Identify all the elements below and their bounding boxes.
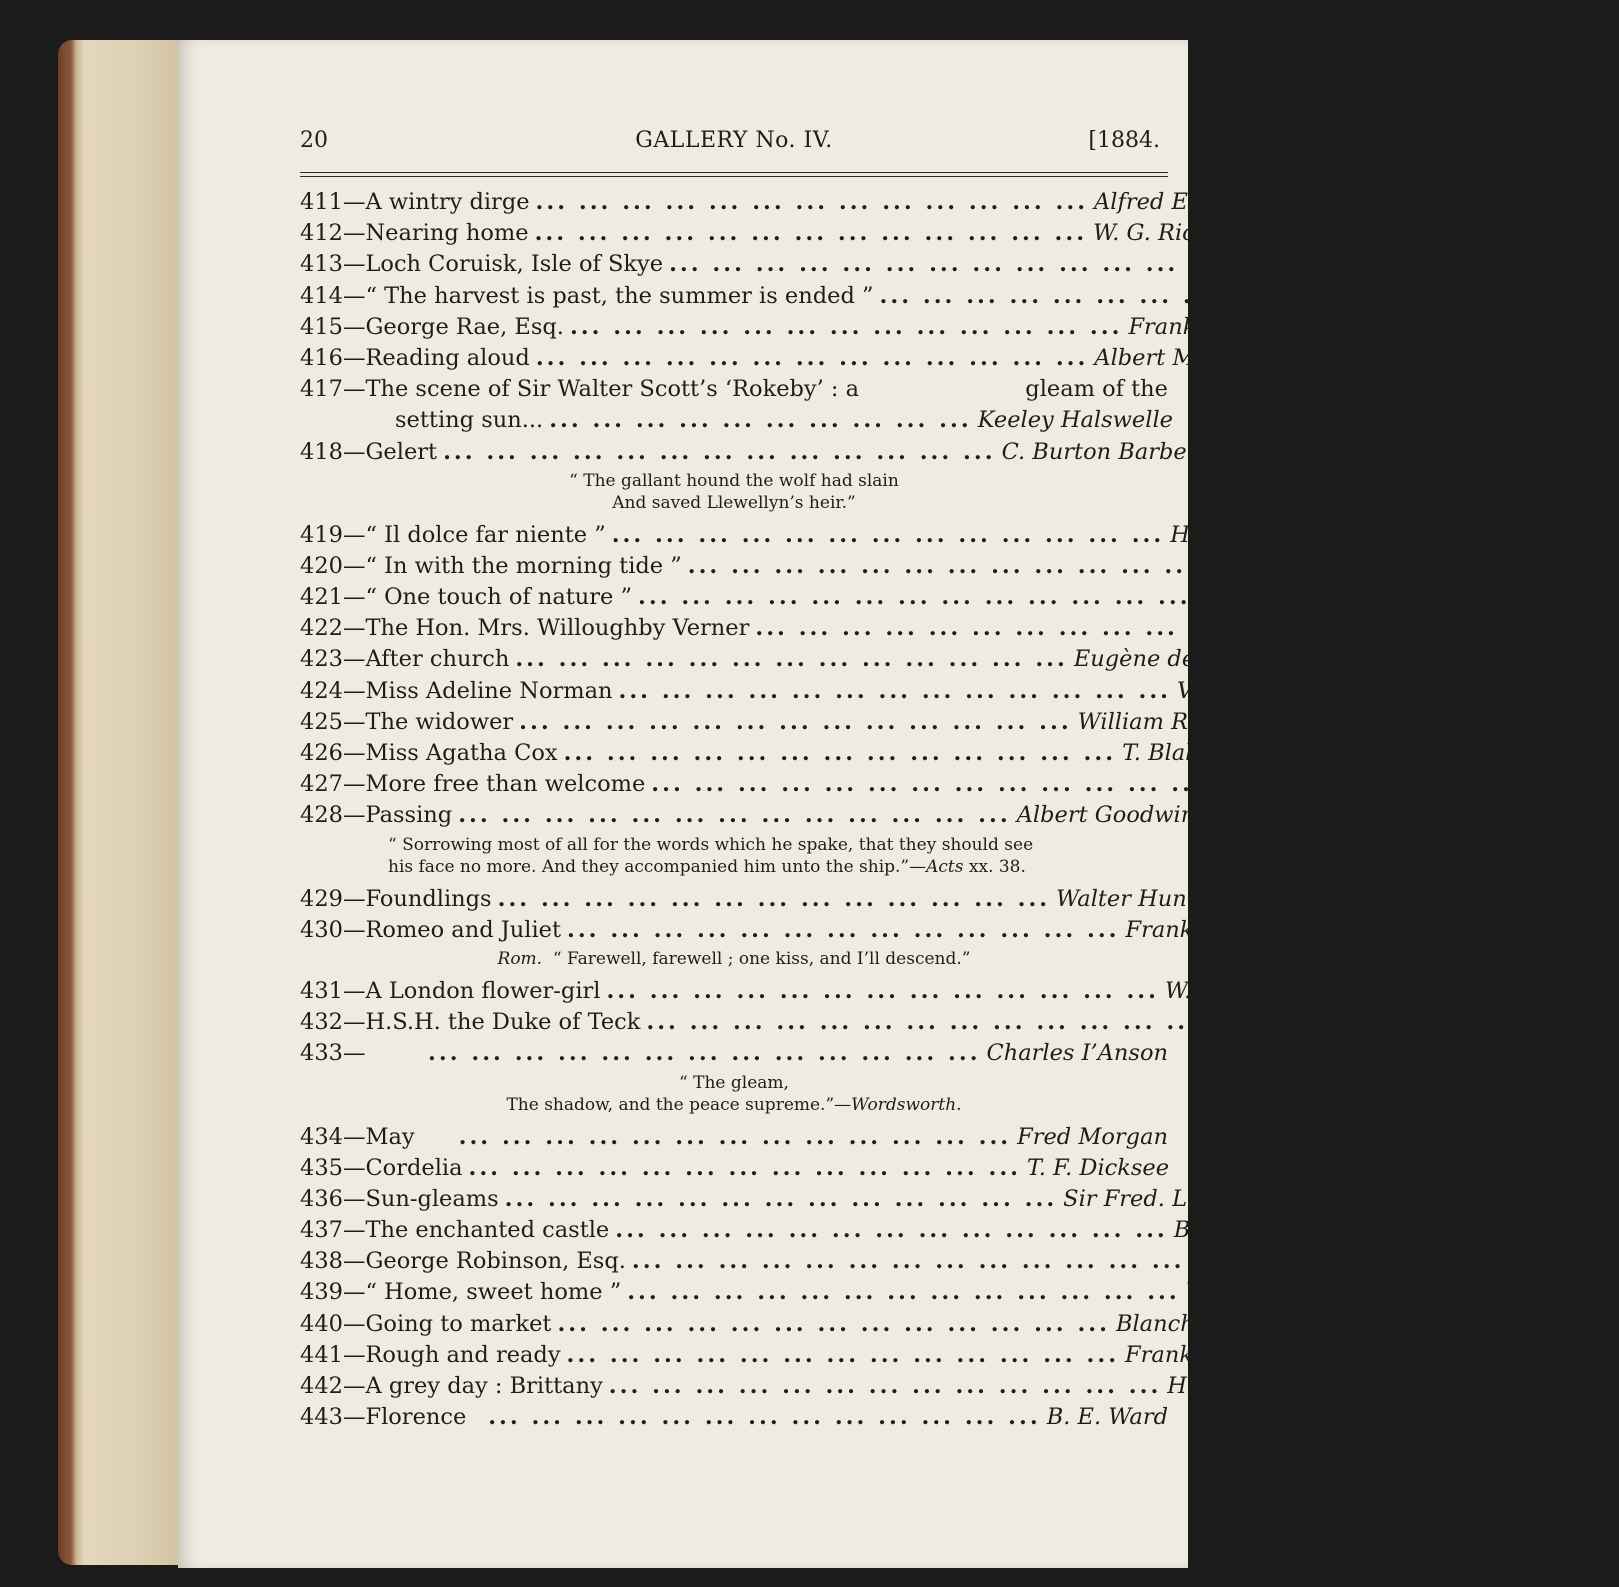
entry-dash: — bbox=[342, 1040, 366, 1067]
entry-number: 422 bbox=[300, 615, 343, 642]
leader-dots: ... ... ... ... ... ... ... ... ... ... bbox=[549, 407, 972, 434]
header-rule-bottom bbox=[300, 176, 1168, 177]
catalogue-entry-425 bbox=[300, 707, 1250, 738]
leader-dots: ... ... ... ... ... ... ... ... ... ... ... ... ... bbox=[535, 189, 1089, 215]
entry-dash: — bbox=[342, 344, 366, 371]
entry-dash: — bbox=[342, 1248, 366, 1275]
entry-number: 440 bbox=[300, 1310, 343, 1337]
entry-dash: — bbox=[342, 1373, 366, 1399]
entries-group-c bbox=[300, 884, 1328, 946]
catalogue-entry-443 bbox=[300, 1402, 1168, 1433]
entry-artist: Frank Dicksee, bbox=[1125, 916, 1298, 943]
entry-artist: Sidney R. Percy bbox=[1227, 251, 1408, 278]
quote-line: “ The gallant hound the wolf had slain bbox=[569, 470, 899, 491]
catalogue-entry-429 bbox=[300, 884, 1196, 915]
entries-group-b bbox=[300, 520, 1435, 832]
entry-dash: — bbox=[342, 251, 366, 278]
quote-428 bbox=[300, 834, 1168, 878]
entry-title: “ Il dolce far niente ” bbox=[365, 521, 606, 548]
entry-artist-suffix: A. bbox=[1297, 916, 1328, 943]
quote-text: “ Farewell, farewell ; one kiss, and I’ll descend.” bbox=[542, 948, 971, 969]
entry-artist: Alfred East bbox=[1094, 189, 1222, 215]
leader-dots: ... ... ... ... ... ... ... ... ... ... ... ... ... bbox=[468, 1154, 1021, 1181]
entry-title: The widower bbox=[365, 708, 514, 735]
entry-417-line2 bbox=[300, 405, 1173, 436]
catalogue-entry-411 bbox=[300, 187, 1222, 218]
entry-number: 431 bbox=[300, 977, 343, 1004]
entry-artist: Blanche Jenkins bbox=[1115, 1310, 1299, 1337]
quote-line: “ The gleam, bbox=[679, 1072, 789, 1093]
leader-dots: ... ... ... ... ... ... ... ... ... ... ... ... ... bbox=[557, 1310, 1110, 1337]
entry-dash: — bbox=[342, 438, 366, 465]
entry-417-line1: 417—The scene of Sir Walter Scott’s ‘Rokeby’ : a gleam of the bbox=[300, 374, 1168, 405]
entry-artist: Fred Morgan bbox=[1017, 1123, 1168, 1150]
quote-line: The shadow, and the peace supreme.”— bbox=[506, 1094, 852, 1115]
catalogue-entry-422 bbox=[300, 613, 1435, 644]
entry-title-part2: gleam of the bbox=[1025, 376, 1168, 403]
leader-dots: ... ... ... ... ... ... ... ... ... ... ... ... ... bbox=[567, 916, 1120, 943]
entry-dash: — bbox=[342, 1404, 366, 1431]
catalogue-entry-438 bbox=[300, 1246, 1396, 1277]
page-year: [1884. bbox=[1088, 128, 1160, 153]
entry-number: 414 bbox=[300, 282, 343, 309]
leader-dots: ... ... ... ... ... ... ... ... ... ... ... ... ... bbox=[669, 251, 1222, 278]
entry-title: A wintry dirge bbox=[365, 189, 530, 215]
catalogue-entry-434 bbox=[300, 1122, 1168, 1153]
page-header bbox=[300, 128, 1168, 168]
leader-dots: ... ... ... ... ... ... ... ... ... ... ... ... ... bbox=[458, 1123, 1012, 1150]
entry-title: Cordelia bbox=[365, 1154, 463, 1181]
header-rule-top bbox=[300, 172, 1168, 173]
entry-dash: — bbox=[342, 977, 366, 1004]
entry-number: 441 bbox=[300, 1341, 343, 1368]
entry-artist: Albert Moore bbox=[1094, 344, 1247, 371]
catalogue-entry-424 bbox=[300, 676, 1375, 707]
leader-dots: ... ... ... ... ... ... ... ... ... ... ... ... ... bbox=[879, 282, 1433, 309]
entry-dash: — bbox=[342, 802, 366, 829]
entry-title: “ One touch of nature ” bbox=[365, 584, 633, 611]
entry-title: George Rae, Esq. bbox=[365, 313, 564, 340]
entry-title: George Robinson, Esq. bbox=[365, 1248, 626, 1275]
entry-dash: — bbox=[342, 646, 366, 673]
entry-number: 421 bbox=[300, 584, 343, 611]
quote-source: Acts bbox=[926, 856, 964, 877]
catalogue-entry-412 bbox=[300, 218, 1210, 249]
entry-number: 420 bbox=[300, 552, 343, 579]
entry-title: Nearing home bbox=[365, 220, 529, 247]
catalogue-entry-419 bbox=[300, 520, 1363, 551]
entry-title: Gelert bbox=[365, 438, 438, 465]
entry-artist: Briton Riviere, bbox=[1173, 1217, 1342, 1244]
entry-number: 430 bbox=[300, 916, 343, 943]
leader-dots: ... ... ... ... ... ... ... ... ... ... ... ... ... bbox=[631, 1248, 1185, 1275]
entry-title: Going to market bbox=[365, 1310, 552, 1337]
leader-dots: ... ... ... ... ... ... ... ... ... ... ... ... ... bbox=[646, 1009, 1199, 1036]
entry-dash: — bbox=[342, 1123, 366, 1150]
catalogue-entry-431 bbox=[300, 976, 1343, 1007]
catalogue-page bbox=[178, 40, 1619, 1568]
entry-dash: — bbox=[342, 1310, 366, 1337]
entry-artist-suffix: P.R.A. bbox=[1280, 1185, 1354, 1212]
quote-speaker: Rom. bbox=[497, 948, 543, 969]
entry-number: 438 bbox=[300, 1248, 343, 1275]
leader-dots: ... ... ... ... ... ... ... ... ... ... ... ... ... bbox=[534, 220, 1088, 247]
entry-dash: — bbox=[342, 1279, 366, 1306]
catalogue-entry-433 bbox=[300, 1038, 1168, 1069]
entry-number: 429 bbox=[300, 885, 343, 912]
quote-line: “ Sorrowing most of all for the words which he spake, that they should see bbox=[388, 834, 1034, 855]
page-content bbox=[300, 128, 1619, 1433]
leader-dots: ... ... ... ... ... ... ... ... ... ... ... ... ... bbox=[535, 344, 1089, 371]
entry-artist: W. G. Rich bbox=[1093, 220, 1210, 247]
entry-artist: C. Burton Barber bbox=[1001, 438, 1198, 465]
entry-title: “ Home, sweet home ” bbox=[365, 1279, 622, 1306]
entry-title: “ In with the morning tide ” bbox=[365, 552, 682, 579]
leader-dots: ... ... ... ... ... ... ... ... ... ... ... ... ... bbox=[497, 885, 1051, 912]
leader-dots: ... ... ... ... ... ... ... ... ... ... ... ... ... bbox=[569, 313, 1123, 340]
entry-number: 432 bbox=[300, 1009, 343, 1036]
entry-artist: Sir Fred. Leighton, bbox=[1063, 1185, 1281, 1212]
entry-artist: W. W. Ouless, bbox=[1190, 1248, 1342, 1275]
entry-number: 433 bbox=[300, 1040, 343, 1067]
leader-dots: ... ... ... ... ... ... ... ... ... ... ... ... ... bbox=[627, 1279, 1180, 1306]
entry-dash: — bbox=[342, 189, 366, 215]
entry-artist: T. F. Dicksee bbox=[1027, 1154, 1170, 1181]
entry-title: Florence bbox=[365, 1404, 467, 1431]
entry-artist: Frank Paton bbox=[1209, 771, 1350, 798]
entry-artist: Frank Holl, bbox=[1128, 313, 1259, 340]
catalogue-entry-420 bbox=[300, 551, 1396, 582]
catalogue-entry-428 bbox=[300, 800, 1196, 831]
catalogue-entry-423 bbox=[300, 644, 1265, 675]
entry-dash: — bbox=[342, 885, 366, 912]
entry-number: 423 bbox=[300, 646, 343, 673]
entry-number: 442 bbox=[300, 1373, 343, 1399]
leader-dots: ... ... ... ... ... ... ... ... ... ... ... ... ... bbox=[519, 708, 1072, 735]
entry-dash: — bbox=[342, 220, 366, 247]
quote-433 bbox=[300, 1072, 1168, 1116]
catalogue-entry-436 bbox=[300, 1184, 1354, 1215]
page-number: 20 bbox=[300, 128, 328, 153]
leader-dots: ... ... ... ... ... ... ... ... ... ... ... ... ... bbox=[563, 740, 1117, 766]
leader-dots: ... ... ... ... ... ... ... ... ... ... ... ... ... bbox=[515, 646, 1068, 673]
entry-dash: — bbox=[342, 1154, 366, 1181]
entries-group-e bbox=[300, 1122, 1396, 1434]
page-title: GALLERY No. IV. bbox=[635, 128, 833, 153]
entry-artist: B. E. Ward bbox=[1046, 1404, 1168, 1431]
entries-418 bbox=[300, 437, 1198, 468]
entry-dash: — bbox=[342, 708, 366, 735]
entry-artist-suffix: R.A. bbox=[1258, 313, 1313, 340]
entry-title: Romeo and Juliet bbox=[365, 916, 562, 943]
entry-artist: Walter Hunt bbox=[1056, 885, 1196, 912]
entry-dash: — bbox=[342, 282, 366, 309]
leader-dots: ... ... ... ... ... ... ... ... ... ... ... ... ... bbox=[428, 1040, 981, 1067]
catalogue-entry-440 bbox=[300, 1309, 1299, 1340]
entry-artist: Henry T. Schäfer bbox=[1170, 521, 1363, 548]
leader-dots: ... ... ... ... ... ... ... ... ... ... ... ... ... bbox=[488, 1404, 1041, 1431]
entry-dash: — bbox=[342, 521, 366, 548]
entry-number: 439 bbox=[300, 1279, 343, 1306]
quote-418 bbox=[300, 470, 1168, 514]
leader-dots: ... ... ... ... ... ... ... ... ... ... ... ... ... bbox=[615, 1217, 1168, 1244]
catalogue-entry-441 bbox=[300, 1340, 1265, 1371]
entry-title: Loch Coruisk, Isle of Skye bbox=[365, 251, 664, 278]
entry-number: 411 bbox=[300, 189, 343, 215]
entry-dash: — bbox=[342, 313, 366, 340]
entry-dash: — bbox=[342, 584, 366, 611]
entry-artist: Ida Verner bbox=[1313, 615, 1435, 642]
catalogue-entry-413 bbox=[300, 249, 1408, 280]
entry-title: Miss Agatha Cox bbox=[365, 740, 558, 766]
entry-title: After church bbox=[365, 646, 510, 673]
entry-title: “ The harvest is past, the summer is ended ” bbox=[365, 282, 874, 309]
leader-dots: ... ... ... ... ... ... ... ... ... ... ... ... ... bbox=[606, 977, 1159, 1004]
leader-dots: ... ... ... ... ... ... ... ... ... ... ... ... ... bbox=[608, 1373, 1162, 1399]
catalogue-entry-414 bbox=[300, 281, 1619, 312]
leader-dots: ... ... ... ... ... ... ... ... ... ... ... ... ... bbox=[566, 1341, 1120, 1368]
entry-number: 428 bbox=[300, 802, 343, 829]
catalogue-entry-426 bbox=[300, 738, 1324, 769]
entry-artist: Eugène de Blaas bbox=[1073, 646, 1265, 673]
entry-title: Rough and ready bbox=[365, 1341, 561, 1368]
entry-title-part1: The scene of Sir Walter Scott’s ‘Rokeby’ : a bbox=[365, 376, 860, 403]
entry-title: Reading aloud bbox=[365, 344, 530, 371]
catalogue-entry-432 bbox=[300, 1007, 1419, 1038]
entry-number: 434 bbox=[300, 1123, 343, 1150]
entry-title: May bbox=[365, 1123, 415, 1150]
catalogue-entry-421 bbox=[300, 582, 1285, 613]
entry-artist: H. Bannerman bbox=[1167, 1373, 1334, 1399]
leader-dots: ... ... ... ... ... ... ... ... ... ... ... ... ... bbox=[458, 802, 1011, 829]
entry-number: 443 bbox=[300, 1404, 343, 1431]
entries-group-a bbox=[300, 187, 1619, 374]
entry-artist: Keeley Halswelle bbox=[977, 407, 1173, 434]
leader-dots: ... ... ... ... ... ... ... ... ... ... ... ... ... bbox=[618, 677, 1171, 704]
entry-number: 437 bbox=[300, 1217, 343, 1244]
entry-number: 426 bbox=[300, 740, 343, 766]
entry-artist: G. F. Wetherbee bbox=[1438, 282, 1619, 309]
entry-dash: — bbox=[342, 552, 366, 579]
leader-dots: ... ... ... ... ... ... ... ... ... ... ... ... ... bbox=[443, 438, 996, 465]
entry-number: 418 bbox=[300, 438, 343, 465]
entry-artist-suffix: R.A. bbox=[1341, 1248, 1396, 1275]
entry-artist: T. Blake Wirgman bbox=[1122, 740, 1324, 766]
entry-artist: William Rainey bbox=[1077, 708, 1250, 735]
entry-dash: — bbox=[342, 1009, 366, 1036]
entry-title: H.S.H. the Duke of Teck bbox=[365, 1009, 641, 1036]
entry-number: 419 bbox=[300, 521, 343, 548]
entry-dash: — bbox=[342, 771, 366, 798]
quote-line: his face no more. And they accompanied him unto the ship.”— bbox=[388, 856, 927, 877]
entry-number: 417 bbox=[300, 376, 343, 403]
entry-artist: Val C. Prinsep, bbox=[1176, 677, 1344, 704]
entry-number: 435 bbox=[300, 1154, 343, 1181]
entry-title-continued: setting sun... bbox=[395, 407, 544, 434]
catalogue-entry-416 bbox=[300, 343, 1247, 374]
entry-artist-suffix: R.A. bbox=[1287, 977, 1343, 1004]
entry-number: 424 bbox=[300, 677, 343, 704]
catalogue-entry-437 bbox=[300, 1215, 1396, 1246]
entry-dash: — bbox=[342, 1185, 366, 1212]
entry-number: 436 bbox=[300, 1185, 343, 1212]
entry-dash: — bbox=[342, 615, 366, 642]
entry-artist-suffix: R.A. bbox=[1341, 1217, 1396, 1244]
entry-number: 412 bbox=[300, 220, 343, 247]
entry-title: A London flower-girl bbox=[365, 977, 601, 1004]
catalogue-entry-430 bbox=[300, 915, 1328, 946]
entry-dash: — bbox=[342, 740, 366, 766]
book-edge bbox=[58, 40, 188, 1565]
entry-title: A grey day : Brittany bbox=[365, 1373, 603, 1399]
entry-number: 416 bbox=[300, 344, 343, 371]
catalogue-entry-439 bbox=[300, 1277, 1383, 1308]
entry-artist: E. Lintz bbox=[1196, 584, 1285, 611]
entry-number: 415 bbox=[300, 313, 343, 340]
quote-ref: xx. 38. bbox=[963, 856, 1026, 877]
entry-artist: Henry C. Fox bbox=[1246, 552, 1396, 579]
catalogue-entry-442 bbox=[300, 1371, 1334, 1402]
entry-number: 425 bbox=[300, 708, 343, 735]
entry-artist: Wm. E. F. Britten bbox=[1185, 1279, 1383, 1306]
catalogue-entry-435 bbox=[300, 1153, 1168, 1184]
entry-title: Miss Adeline Norman bbox=[365, 677, 613, 704]
entry-dash: — bbox=[342, 916, 366, 943]
leader-dots: ... ... ... ... ... ... ... ... ... ... ... ... ... bbox=[755, 615, 1308, 642]
entry-dash: — bbox=[342, 677, 366, 704]
entry-title: Passing bbox=[365, 802, 453, 829]
entry-title: More free than welcome bbox=[365, 771, 646, 798]
entry-artist: Charles I’Anson bbox=[986, 1040, 1168, 1067]
leader-dots: ... ... ... ... ... ... ... ... ... ... ... ... ... bbox=[611, 521, 1165, 548]
leader-dots: ... ... ... ... ... ... ... ... ... ... ... ... ... bbox=[638, 584, 1191, 611]
entry-artist: H. Thaddeus Jones bbox=[1204, 1009, 1419, 1036]
entry-title: The Hon. Mrs. Willoughby Verner bbox=[365, 615, 750, 642]
catalogue-entry-417 bbox=[300, 374, 1173, 436]
leader-dots: ... ... ... ... ... ... ... ... ... ... ... ... ... bbox=[504, 1185, 1058, 1212]
quote-line: And saved Llewellyn’s heir.” bbox=[612, 492, 856, 513]
entry-artist: W. P. Frith, bbox=[1164, 977, 1288, 1004]
entry-number: 427 bbox=[300, 771, 343, 798]
catalogue-entry-427 bbox=[300, 769, 1350, 800]
entry-dash: — bbox=[342, 1341, 366, 1368]
entry-dash: — bbox=[342, 1217, 366, 1244]
entry-title: Foundlings bbox=[365, 885, 492, 912]
entries-group-d bbox=[300, 976, 1419, 1070]
quote-source: Wordsworth. bbox=[851, 1094, 962, 1115]
catalogue-entry-418 bbox=[300, 437, 1198, 468]
entry-number: 413 bbox=[300, 251, 343, 278]
entry-artist: Frank Paton bbox=[1125, 1341, 1265, 1368]
quote-430 bbox=[300, 948, 1168, 970]
leader-dots: ... ... ... ... ... ... ... ... ... ... ... ... ... bbox=[687, 552, 1241, 579]
catalogue-entry-415 bbox=[300, 312, 1313, 343]
leader-dots: ... ... ... ... ... ... ... ... ... ... ... ... ... bbox=[651, 771, 1204, 798]
entry-artist-suffix: A. bbox=[1343, 677, 1375, 704]
entry-title: The enchanted castle bbox=[365, 1217, 610, 1244]
entry-title: Sun-gleams bbox=[365, 1185, 499, 1212]
entry-artist: Albert Goodwin bbox=[1016, 802, 1196, 829]
